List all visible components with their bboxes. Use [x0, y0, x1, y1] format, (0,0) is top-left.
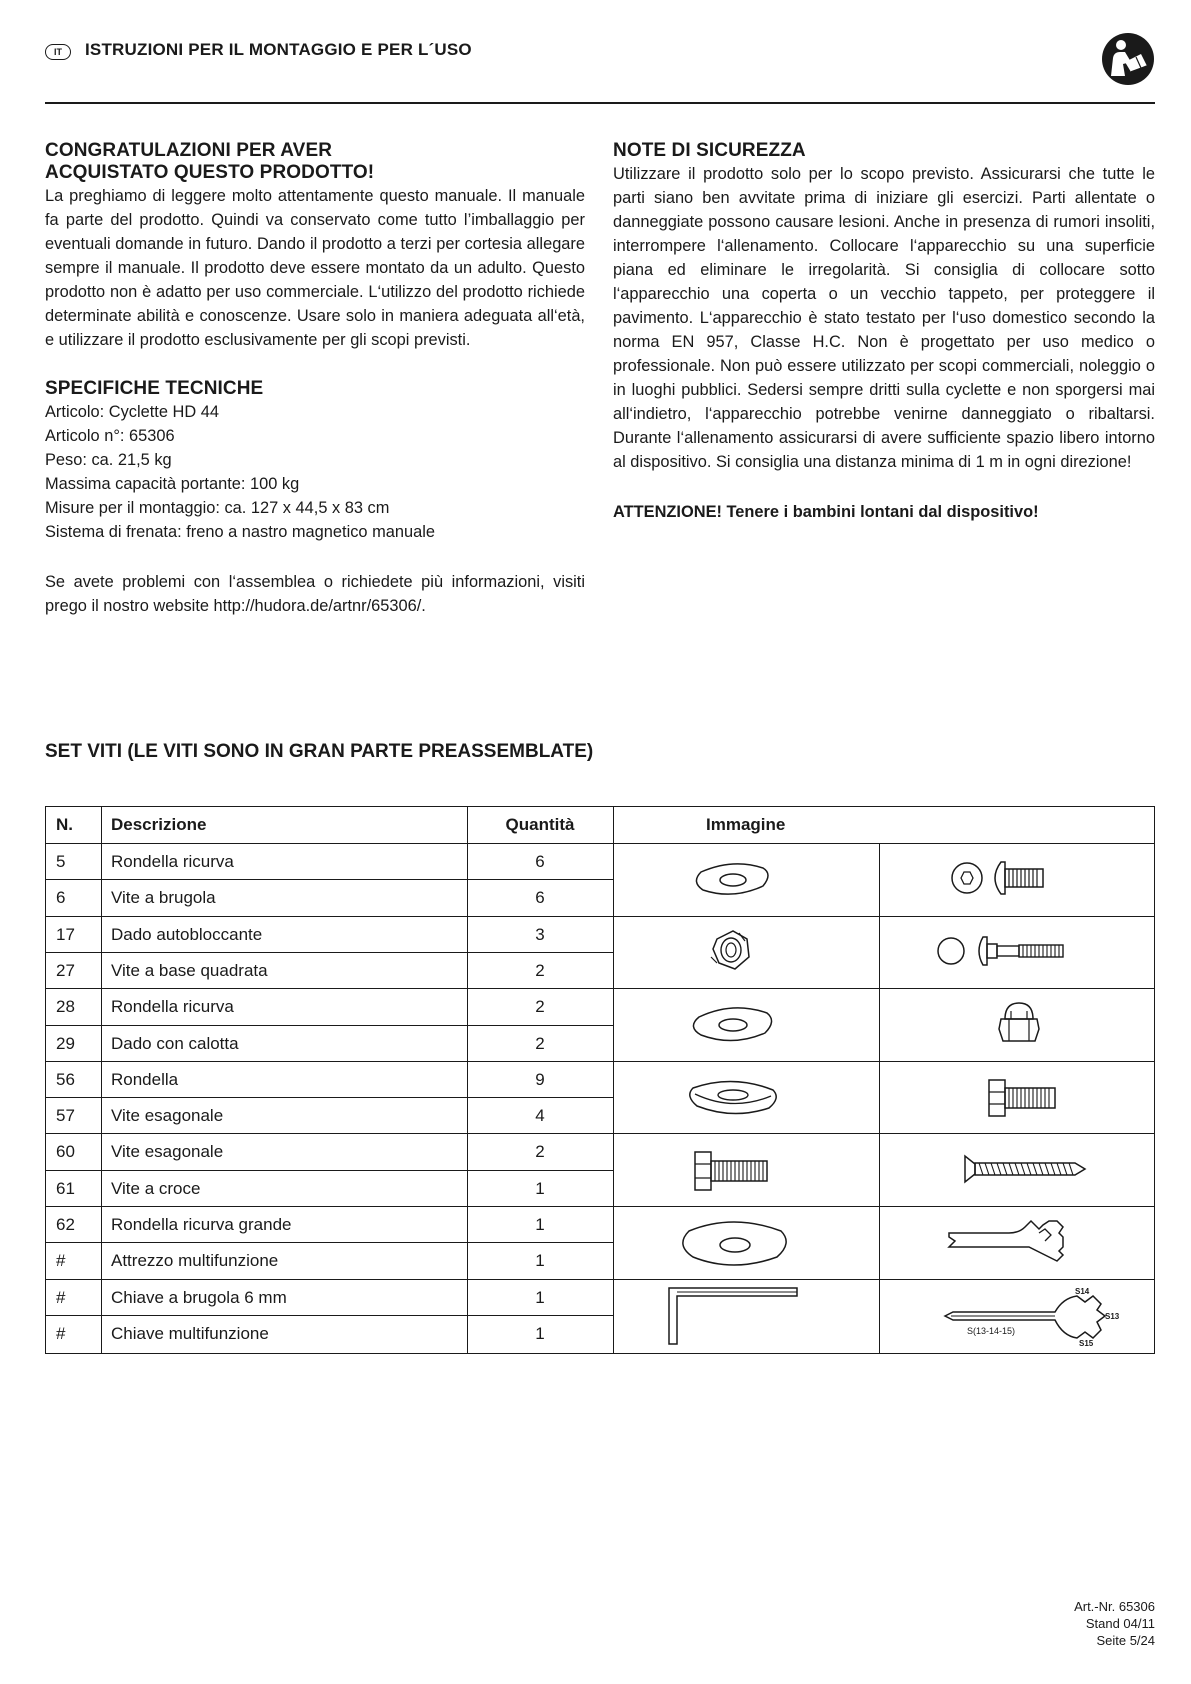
wrench-label-s15: S15 [1079, 1338, 1094, 1348]
col-header-desc: Descrizione [111, 815, 207, 834]
image-cell [613, 1061, 879, 1134]
safety-heading: NOTE DI SICUREZZA [613, 140, 806, 161]
row-number: 62 [56, 1215, 75, 1234]
row-number: 61 [56, 1178, 75, 1198]
row-description: Vite esagonale [111, 1106, 224, 1126]
row-quantity: 6 [535, 852, 545, 871]
spec-line: Sistema di frenata: freno a nastro magnetico manuale [45, 523, 435, 541]
curved-washer-icon [613, 844, 879, 916]
page-footer [1074, 1598, 1155, 1649]
lock-nut-icon [613, 917, 879, 989]
wrench-label-s14: S14 [1075, 1286, 1090, 1296]
row-number: # [56, 1251, 66, 1271]
image-cell [613, 916, 879, 989]
screws-table-title: SET VITI (LE VITI SONO IN GRAN PARTE PREASSEMBLATE) [45, 741, 594, 762]
image-cell [613, 1206, 879, 1279]
row-description: Vite a croce [111, 1178, 201, 1198]
row-quantity: 2 [535, 1142, 545, 1162]
row-number: 60 [56, 1142, 75, 1162]
header-divider [45, 102, 1155, 104]
row-number: 57 [56, 1106, 75, 1126]
table-row [46, 1279, 614, 1315]
image-cell [879, 843, 1155, 916]
language-badge: IT [45, 44, 71, 60]
row-description: Dado autobloccante [111, 924, 263, 944]
allen-screw-icon [879, 844, 1155, 916]
row-quantity: 1 [535, 1215, 545, 1234]
wrench-label-main: S(13-14-15) [967, 1325, 1016, 1336]
row-number: 28 [56, 997, 75, 1017]
row-number: 29 [56, 1033, 75, 1053]
table-row [46, 952, 614, 988]
image-cell [879, 1133, 1155, 1206]
image-cell [879, 1279, 1155, 1353]
cap-nut-icon [879, 989, 1155, 1061]
row-quantity: 1 [535, 1178, 545, 1198]
row-quantity: 4 [535, 1106, 545, 1126]
col-header-n: N. [56, 815, 73, 834]
row-quantity: 1 [535, 1251, 545, 1271]
table-row [46, 1025, 614, 1061]
read-manual-icon [1101, 32, 1155, 86]
row-number: # [56, 1323, 66, 1343]
footer-article-number: Art.-Nr. 65306 [1074, 1599, 1155, 1614]
row-number: 6 [56, 888, 66, 908]
spec-line: Peso: ca. 21,5 kg [45, 451, 172, 469]
image-cell [879, 1206, 1155, 1279]
row-number: 56 [56, 1069, 75, 1089]
hex-bolt-icon [879, 1062, 1155, 1134]
row-quantity: 3 [535, 924, 545, 944]
left-column [45, 140, 585, 618]
image-cell [613, 1279, 879, 1353]
table-row [46, 988, 614, 1024]
table-row [46, 1315, 614, 1351]
right-column [613, 140, 1155, 524]
table-row [46, 1097, 614, 1133]
table-row [46, 1133, 614, 1169]
table-row [46, 916, 614, 952]
contact-text: Se avete problemi con l‘assemblea o richiedete più informazioni, visiti prego il nostro website http://hudora.de/artnr/65306/. [45, 573, 585, 615]
intro-heading-line2: ACQUISTATO QUESTO PRODOTTO! [45, 162, 375, 183]
spec-line: Articolo: Cyclette HD 44 [45, 403, 219, 421]
image-cell [613, 843, 879, 916]
col-header-img: Immagine [706, 815, 786, 834]
row-description: Vite a brugola [111, 888, 216, 908]
row-number: 17 [56, 924, 75, 944]
curved-washer-icon [613, 989, 879, 1061]
spec-line: Misure per il montaggio: ca. 127 x 44,5 x 83 cm [45, 499, 390, 517]
row-quantity: 1 [535, 1323, 545, 1343]
table-row [46, 1170, 614, 1206]
row-description: Vite esagonale [111, 1142, 224, 1162]
row-description: Dado con calotta [111, 1033, 239, 1053]
carriage-bolt-icon [879, 917, 1155, 989]
row-description: Chiave a brugola 6 mm [111, 1287, 287, 1307]
cross-screw-icon [879, 1134, 1155, 1206]
col-header-qty: Quantità [505, 815, 575, 834]
row-description: Chiave multifunzione [111, 1323, 269, 1343]
row-description: Rondella ricurva [111, 852, 234, 871]
row-description: Rondella [111, 1069, 179, 1089]
row-description: Rondella ricurva grande [111, 1215, 292, 1234]
intro-text: La preghiamo di leggere molto attentamente questo manuale. Il manuale fa parte del prodotto. Quindi va conservato come tutto l’imballaggio per eventuali domande in futuro. Dando il prodotto a terzi per cortesia allegare sempre il manuale. Il prodotto deve essere montato da un adulto. Questo prodotto non è adatto per uso commerciale. L‘utilizzo del prodotto richiede determinate abilità e conoscenze. Usare solo in maniera adeguata all‘età, e utilizzare il prodotto esclusivamente per gli scopi previsti. [45, 187, 585, 349]
page-header [45, 40, 1155, 102]
row-number: 27 [56, 960, 75, 980]
spec-line: Massima capacità portante: 100 kg [45, 475, 300, 493]
multi-wrench-icon [879, 1280, 1155, 1354]
footer-stand: Stand 04/11 [1085, 1616, 1155, 1631]
image-cell [879, 1061, 1155, 1134]
wrench-label-s13: S13 [1105, 1311, 1120, 1321]
image-cell [879, 916, 1155, 989]
row-description: Vite a base quadrata [111, 960, 268, 980]
row-quantity: 2 [535, 997, 545, 1017]
row-quantity: 2 [535, 1033, 545, 1053]
multi-tool-icon [879, 1207, 1155, 1279]
screws-table [45, 806, 1155, 1354]
spec-line: Articolo n°: 65306 [45, 427, 175, 445]
table-row [46, 1061, 614, 1097]
row-quantity: 1 [535, 1287, 545, 1307]
intro-heading [45, 140, 585, 184]
safety-warning: ATTENZIONE! Tenere i bambini lontani dal dispositivo! [613, 503, 1039, 521]
hex-bolt-icon [613, 1134, 879, 1206]
row-number: # [56, 1287, 66, 1307]
table-row [46, 1242, 614, 1278]
page-title: ISTRUZIONI PER IL MONTAGGIO E PER L´USO [85, 40, 472, 59]
image-cell [613, 1133, 879, 1206]
image-cell [879, 988, 1155, 1061]
table-row [46, 1206, 614, 1242]
flat-washer-icon [613, 1062, 879, 1134]
table-row [46, 879, 614, 915]
specs-heading: SPECIFICHE TECNICHE [45, 378, 264, 399]
image-cell [613, 988, 879, 1061]
row-quantity: 6 [535, 888, 545, 908]
intro-heading-line1: CONGRATULAZIONI PER AVER [45, 140, 333, 161]
row-description: Rondella ricurva [111, 997, 234, 1017]
safety-text: Utilizzare il prodotto solo per lo scopo previsto. Assicurarsi che tutte le parti siano ben avvitate prima di iniziare gli esercizi. Parti allentate o danneggiate possono causare lesioni. Anche in presenza di rumori insoliti, interrompere l‘allenamento. Collocare l‘apparecchio su una superficie piana ed eliminare le irregolarità. Si consiglia di collocare sotto l‘apparecchio una coperta o un vecchio tappeto, per proteggere il pavimento. L‘apparecchio è stato testato per l‘uso domestico secondo la norma EN 957, Classe H.C. Non è progettato per uso medico o professionale. Non può essere utilizzato per scopi commerciali, noleggio o in luoghi pubblici. Sedersi sempre dritti sulla cyclette e non sporgersi mai all‘indietro, l‘apparecchio potrebbe venirne danneggiato o ribaltarsi. Durante l‘allenamento assicurarsi di avere sufficiente spazio libero intorno al dispositivo. Si consiglia una distanza minima di 1 m in ogni direzione! [613, 165, 1155, 471]
row-description: Attrezzo multifunzione [111, 1251, 279, 1271]
allen-key-icon [613, 1280, 879, 1354]
row-quantity: 2 [535, 960, 545, 980]
footer-page-number: Seite 5/24 [1096, 1633, 1155, 1648]
row-quantity: 9 [535, 1069, 545, 1089]
table-row [46, 843, 614, 879]
specs-list [45, 400, 585, 544]
large-curved-washer-icon [613, 1207, 879, 1279]
row-number: 5 [56, 852, 66, 871]
